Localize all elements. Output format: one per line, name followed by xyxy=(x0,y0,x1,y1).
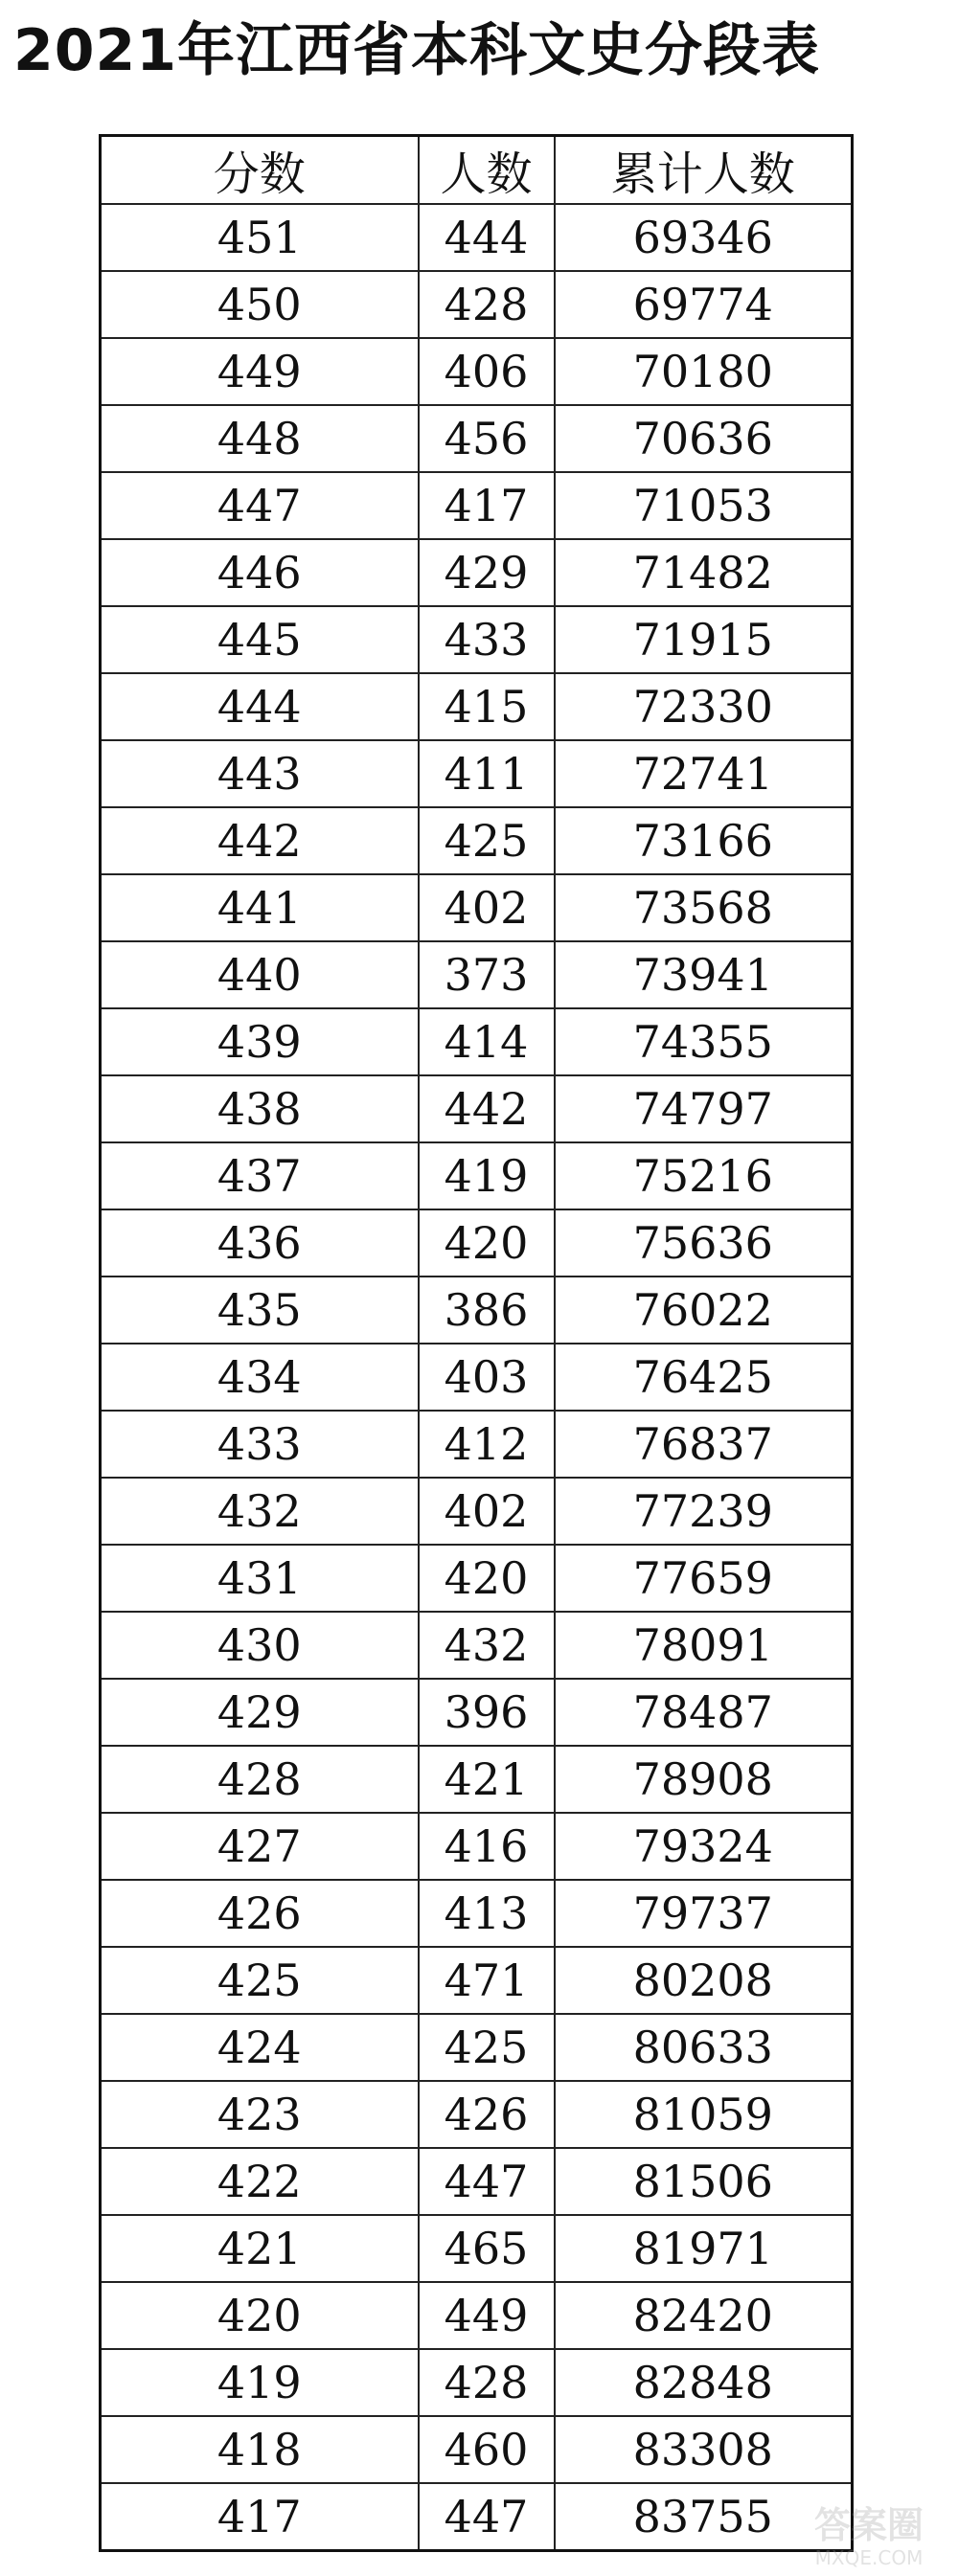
cell-cumulative: 72330 xyxy=(555,673,853,740)
cell-score: 425 xyxy=(101,1947,419,2014)
cell-count: 471 xyxy=(419,1947,555,2014)
cell-cumulative: 71482 xyxy=(555,539,853,606)
cell-count: 449 xyxy=(419,2282,555,2349)
cell-cumulative: 73166 xyxy=(555,807,853,874)
cell-count: 411 xyxy=(419,740,555,807)
cell-cumulative: 83308 xyxy=(555,2416,853,2483)
cell-cumulative: 78487 xyxy=(555,1679,853,1746)
table-row xyxy=(101,1142,853,1209)
cell-cumulative: 77659 xyxy=(555,1545,853,1612)
table-row xyxy=(101,874,853,941)
cell-score: 421 xyxy=(101,2215,419,2282)
watermark-site: MXQE.COM xyxy=(814,2546,924,2569)
cell-count: 402 xyxy=(419,1478,555,1545)
cell-score: 432 xyxy=(101,1478,419,1545)
page-title: 2021年江西省本科文史分段表 xyxy=(13,17,820,84)
cell-score: 435 xyxy=(101,1277,419,1344)
cell-cumulative: 75636 xyxy=(555,1209,853,1277)
table-row xyxy=(101,2416,853,2483)
table-row xyxy=(101,941,853,1008)
table-row xyxy=(101,2215,853,2282)
cell-count: 425 xyxy=(419,2014,555,2081)
cell-cumulative: 74355 xyxy=(555,1008,853,1075)
table-row xyxy=(101,1947,853,2014)
cell-count: 373 xyxy=(419,941,555,1008)
cell-count: 426 xyxy=(419,2081,555,2148)
cell-score: 448 xyxy=(101,405,419,472)
table-row xyxy=(101,338,853,405)
cell-cumulative: 81059 xyxy=(555,2081,853,2148)
cell-score: 431 xyxy=(101,1545,419,1612)
table-row xyxy=(101,606,853,673)
cell-score: 426 xyxy=(101,1880,419,1947)
table-row xyxy=(101,539,853,606)
cell-count: 402 xyxy=(419,874,555,941)
header-cumulative: 累计人数 xyxy=(555,136,853,205)
cell-score: 444 xyxy=(101,673,419,740)
cell-cumulative: 82420 xyxy=(555,2282,853,2349)
cell-cumulative: 73568 xyxy=(555,874,853,941)
cell-count: 429 xyxy=(419,539,555,606)
cell-count: 456 xyxy=(419,405,555,472)
cell-count: 428 xyxy=(419,271,555,338)
cell-count: 420 xyxy=(419,1209,555,1277)
cell-cumulative: 70180 xyxy=(555,338,853,405)
cell-cumulative: 81971 xyxy=(555,2215,853,2282)
table-row xyxy=(101,1746,853,1813)
cell-score: 424 xyxy=(101,2014,419,2081)
cell-cumulative: 76022 xyxy=(555,1277,853,1344)
cell-cumulative: 69346 xyxy=(555,204,853,271)
table-row xyxy=(101,1075,853,1142)
table-row xyxy=(101,204,853,271)
table-row xyxy=(101,1478,853,1545)
cell-score: 450 xyxy=(101,271,419,338)
table-row xyxy=(101,405,853,472)
cell-score: 434 xyxy=(101,1344,419,1411)
cell-score: 449 xyxy=(101,338,419,405)
table-row xyxy=(101,1679,853,1746)
cell-score: 440 xyxy=(101,941,419,1008)
cell-count: 412 xyxy=(419,1411,555,1478)
cell-count: 417 xyxy=(419,472,555,539)
cell-cumulative: 73941 xyxy=(555,941,853,1008)
table-row xyxy=(101,271,853,338)
table-row xyxy=(101,2483,853,2551)
cell-count: 386 xyxy=(419,1277,555,1344)
cell-count: 428 xyxy=(419,2349,555,2416)
table-header-row xyxy=(101,136,853,205)
cell-cumulative: 76837 xyxy=(555,1411,853,1478)
cell-score: 423 xyxy=(101,2081,419,2148)
cell-count: 416 xyxy=(419,1813,555,1880)
table-body xyxy=(101,204,853,2551)
cell-score: 427 xyxy=(101,1813,419,1880)
cell-score: 422 xyxy=(101,2148,419,2215)
cell-score: 439 xyxy=(101,1008,419,1075)
cell-count: 419 xyxy=(419,1142,555,1209)
table-row xyxy=(101,1545,853,1612)
cell-score: 445 xyxy=(101,606,419,673)
cell-score: 446 xyxy=(101,539,419,606)
score-table xyxy=(99,134,854,2552)
cell-cumulative: 82848 xyxy=(555,2349,853,2416)
watermark-logo-icon xyxy=(787,2494,950,2570)
table-row xyxy=(101,1209,853,1277)
cell-cumulative: 80633 xyxy=(555,2014,853,2081)
cell-count: 433 xyxy=(419,606,555,673)
cell-score: 447 xyxy=(101,472,419,539)
watermark-text: 答案圈 xyxy=(813,2504,924,2546)
cell-cumulative: 70636 xyxy=(555,405,853,472)
cell-cumulative: 79324 xyxy=(555,1813,853,1880)
cell-cumulative: 76425 xyxy=(555,1344,853,1411)
cell-score: 418 xyxy=(101,2416,419,2483)
cell-cumulative: 77239 xyxy=(555,1478,853,1545)
table-row xyxy=(101,472,853,539)
cell-cumulative: 79737 xyxy=(555,1880,853,1947)
cell-cumulative: 72741 xyxy=(555,740,853,807)
table-row xyxy=(101,1277,853,1344)
cell-count: 447 xyxy=(419,2483,555,2551)
header-count: 人数 xyxy=(419,136,555,205)
cell-score: 441 xyxy=(101,874,419,941)
cell-cumulative: 78091 xyxy=(555,1612,853,1679)
cell-cumulative: 69774 xyxy=(555,271,853,338)
cell-cumulative: 75216 xyxy=(555,1142,853,1209)
cell-cumulative: 80208 xyxy=(555,1947,853,2014)
cell-score: 443 xyxy=(101,740,419,807)
cell-score: 419 xyxy=(101,2349,419,2416)
cell-cumulative: 81506 xyxy=(555,2148,853,2215)
cell-score: 438 xyxy=(101,1075,419,1142)
table-row xyxy=(101,2148,853,2215)
cell-count: 421 xyxy=(419,1746,555,1813)
cell-count: 415 xyxy=(419,673,555,740)
cell-count: 447 xyxy=(419,2148,555,2215)
cell-count: 425 xyxy=(419,807,555,874)
table-row xyxy=(101,1813,853,1880)
cell-cumulative: 83755 xyxy=(555,2483,853,2551)
header-score: 分数 xyxy=(101,136,419,205)
cell-count: 432 xyxy=(419,1612,555,1679)
cell-count: 413 xyxy=(419,1880,555,1947)
cell-score: 417 xyxy=(101,2483,419,2551)
cell-score: 429 xyxy=(101,1679,419,1746)
cell-score: 433 xyxy=(101,1411,419,1478)
table-row xyxy=(101,1344,853,1411)
table-row xyxy=(101,1612,853,1679)
cell-cumulative: 78908 xyxy=(555,1746,853,1813)
cell-score: 430 xyxy=(101,1612,419,1679)
table-row xyxy=(101,740,853,807)
table-row xyxy=(101,1411,853,1478)
table-row xyxy=(101,2282,853,2349)
cell-count: 465 xyxy=(419,2215,555,2282)
table-row xyxy=(101,807,853,874)
table-row xyxy=(101,2081,853,2148)
cell-score: 436 xyxy=(101,1209,419,1277)
cell-score: 420 xyxy=(101,2282,419,2349)
table-row xyxy=(101,1008,853,1075)
cell-count: 403 xyxy=(419,1344,555,1411)
table-row xyxy=(101,2014,853,2081)
table-row xyxy=(101,2349,853,2416)
table-row xyxy=(101,673,853,740)
cell-cumulative: 71053 xyxy=(555,472,853,539)
table-row xyxy=(101,1880,853,1947)
cell-count: 414 xyxy=(419,1008,555,1075)
cell-count: 460 xyxy=(419,2416,555,2483)
cell-count: 420 xyxy=(419,1545,555,1612)
cell-count: 396 xyxy=(419,1679,555,1746)
cell-score: 428 xyxy=(101,1746,419,1813)
cell-score: 451 xyxy=(101,204,419,271)
cell-cumulative: 71915 xyxy=(555,606,853,673)
cell-cumulative: 74797 xyxy=(555,1075,853,1142)
cell-count: 406 xyxy=(419,338,555,405)
cell-score: 442 xyxy=(101,807,419,874)
cell-count: 442 xyxy=(419,1075,555,1142)
cell-score: 437 xyxy=(101,1142,419,1209)
cell-count: 444 xyxy=(419,204,555,271)
